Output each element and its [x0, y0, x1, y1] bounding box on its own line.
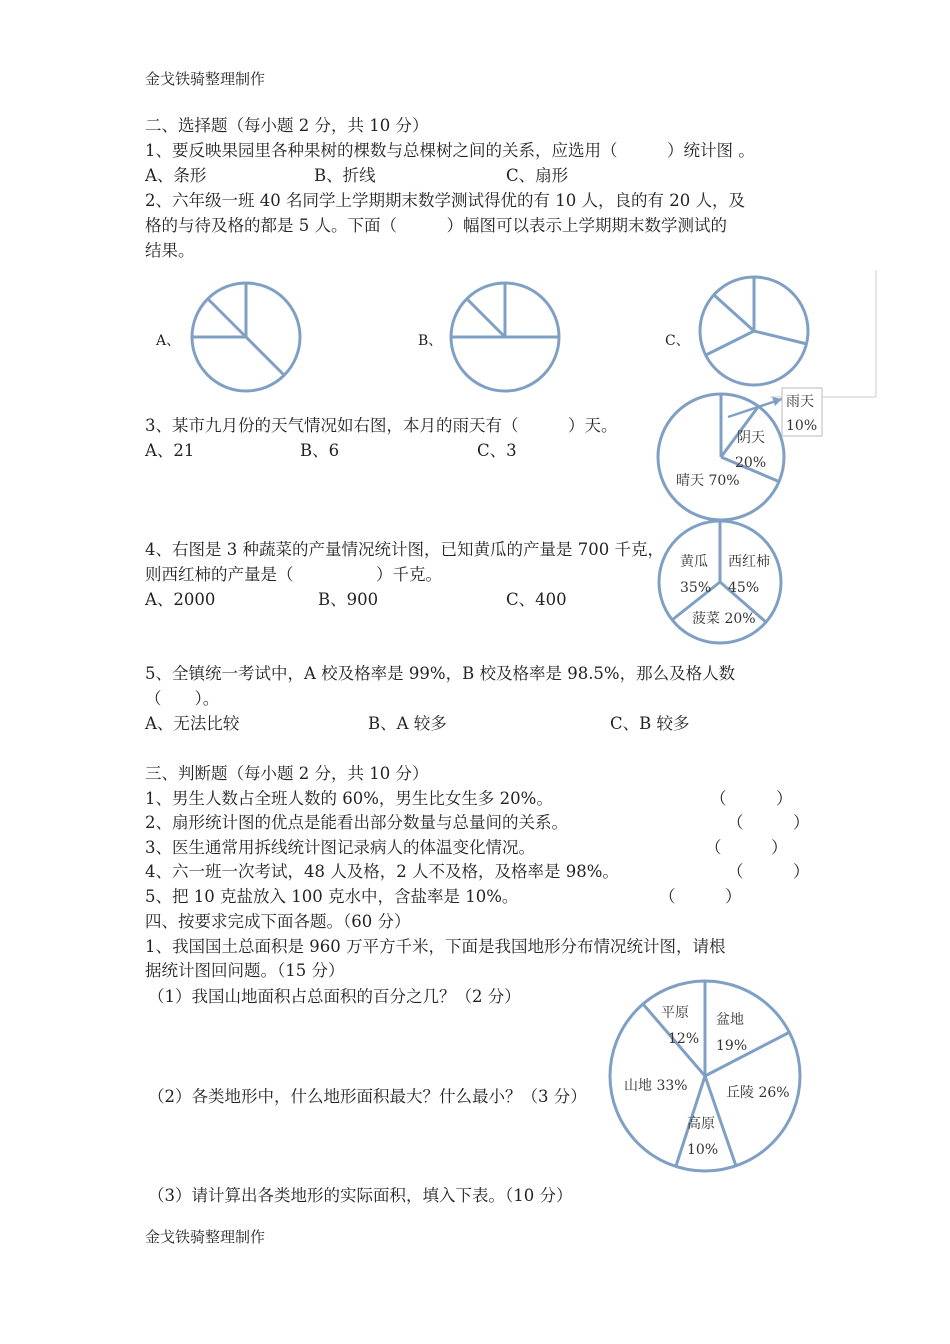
q3-option-c: C、3: [477, 441, 517, 460]
plain-label: 平原: [661, 1005, 689, 1021]
q2-pie-a-label: A、: [156, 333, 181, 349]
page-footer: 金戈铁骑整理制作: [145, 1228, 266, 1246]
cucumber-label: 黄瓜: [680, 554, 708, 570]
q1-option-c: C、扇形: [506, 166, 569, 185]
q5-option-a: A、无法比较: [145, 714, 240, 733]
q3-text: 3、某市九月份的天气情况如右图，本月的雨天有（ ）天。: [145, 416, 618, 435]
judge-item-3: 3、医生通常用拆线统计图记录病人的体温变化情况。: [145, 838, 535, 857]
section2-title: 二、选择题（每小题 2 分，共 10 分）: [145, 116, 429, 135]
plateau-value: 10%: [687, 1142, 719, 1158]
hill-label: 丘陵 26%: [726, 1085, 790, 1101]
section4-title: 四、按要求完成下面各题。（60 分）: [145, 912, 411, 931]
judge-item-4: 4、六一班一次考试，48 人及格，2 人不及格，及格率是 98%。: [145, 862, 619, 881]
q5-line1: 5、全镇统一考试中，A 校及格率是 99%，B 校及格率是 98.5%，那么及格人数: [145, 664, 736, 683]
judge-item-5: 5、把 10 克盐放入 100 克水中，含盐率是 10%。: [145, 887, 519, 906]
s4-q1-line1: 1、我国国土总面积是 960 万平方千米，下面是我国地形分布情况统计图，请根: [145, 937, 726, 956]
rain-label: 雨天: [786, 394, 814, 410]
q4-line2: 则西红柿的产量是（ ）千克。: [145, 565, 442, 584]
tomato-value: 45%: [728, 580, 760, 596]
tomato-label: 西红柿: [728, 554, 770, 570]
cloudy-value: 20%: [735, 455, 767, 471]
q5-line2: （ ）。: [145, 689, 220, 708]
judge-item-2: 2、扇形统计图的优点是能看出部分数量与总量间的关系。: [145, 813, 568, 832]
q4-option-b: B、900: [318, 590, 379, 609]
s4-sub2: （2）各类地形中，什么地形面积最大？什么最小？（3 分）: [148, 1087, 587, 1106]
spinach-label: 菠菜 20%: [692, 611, 756, 627]
q2-pie-a: [192, 283, 300, 391]
s4-sub3: （3）请计算出各类地形的实际面积，填入下表。（10 分）: [148, 1186, 573, 1205]
q2-pie-c-label: C、: [665, 333, 690, 349]
plateau-label: 高原: [687, 1116, 715, 1132]
q4-line1: 4、右图是 3 种蔬菜的产量情况统计图，已知黄瓜的产量是 700 千克，: [145, 540, 664, 559]
judge-paren-3: （ ）: [705, 838, 788, 857]
q4-option-c: C、400: [506, 590, 567, 609]
q4-option-a: A、2000: [145, 590, 216, 609]
judge-item-1: 1、男生人数占全班人数的 60%，男生比女生多 20%。: [145, 789, 553, 808]
q1-option-a: A、条形: [145, 166, 207, 185]
q2-pie-c: [700, 277, 808, 385]
q2-line1: 2、六年级一班 40 名同学上学期期末数学测试得优的有 10 人，良的有 20 人，及: [145, 191, 745, 210]
q3-option-b: B、6: [300, 441, 340, 460]
q1-text: 1、要反映果园里各种果树的棵数与总棵树之间的关系，应选用（ ）统计图 。: [145, 141, 755, 160]
q2-line3: 结果。: [145, 241, 195, 260]
basin-value: 19%: [716, 1038, 748, 1054]
rain-value: 10%: [786, 418, 818, 434]
cloudy-label: 阴天: [737, 430, 765, 446]
s4-sub1: （1）我国山地面积占总面积的百分之几？（2 分）: [148, 987, 521, 1006]
page-header: 金戈铁骑整理制作: [145, 70, 266, 88]
judge-paren-4: （ ）: [727, 862, 810, 881]
q5-option-b: B、A 较多: [368, 714, 447, 733]
basin-label: 盆地: [716, 1012, 744, 1028]
q2-pie-b: [451, 283, 559, 391]
s4-q1-line2: 据统计图回问题。（15 分）: [145, 961, 345, 980]
section3-title: 三、判断题（每小题 2 分，共 10 分）: [145, 764, 429, 783]
sunny-label: 晴天 70%: [676, 473, 740, 489]
mountain-label: 山地 33%: [624, 1078, 688, 1094]
q2-line2: 格的与待及格的都是 5 人。下面（ ）幅图可以表示上学期期末数学测试的: [145, 216, 727, 235]
judge-paren-2: （ ）: [727, 813, 810, 832]
cucumber-value: 35%: [680, 580, 712, 596]
plain-value: 12%: [668, 1031, 700, 1047]
judge-paren-1: （ ）: [710, 789, 793, 808]
q3-option-a: A、21: [145, 441, 195, 460]
q2-pie-b-label: B、: [418, 333, 443, 349]
judge-paren-5: （ ）: [659, 887, 742, 906]
q1-option-b: B、折线: [314, 166, 376, 185]
q5-option-c: C、B 较多: [610, 714, 690, 733]
